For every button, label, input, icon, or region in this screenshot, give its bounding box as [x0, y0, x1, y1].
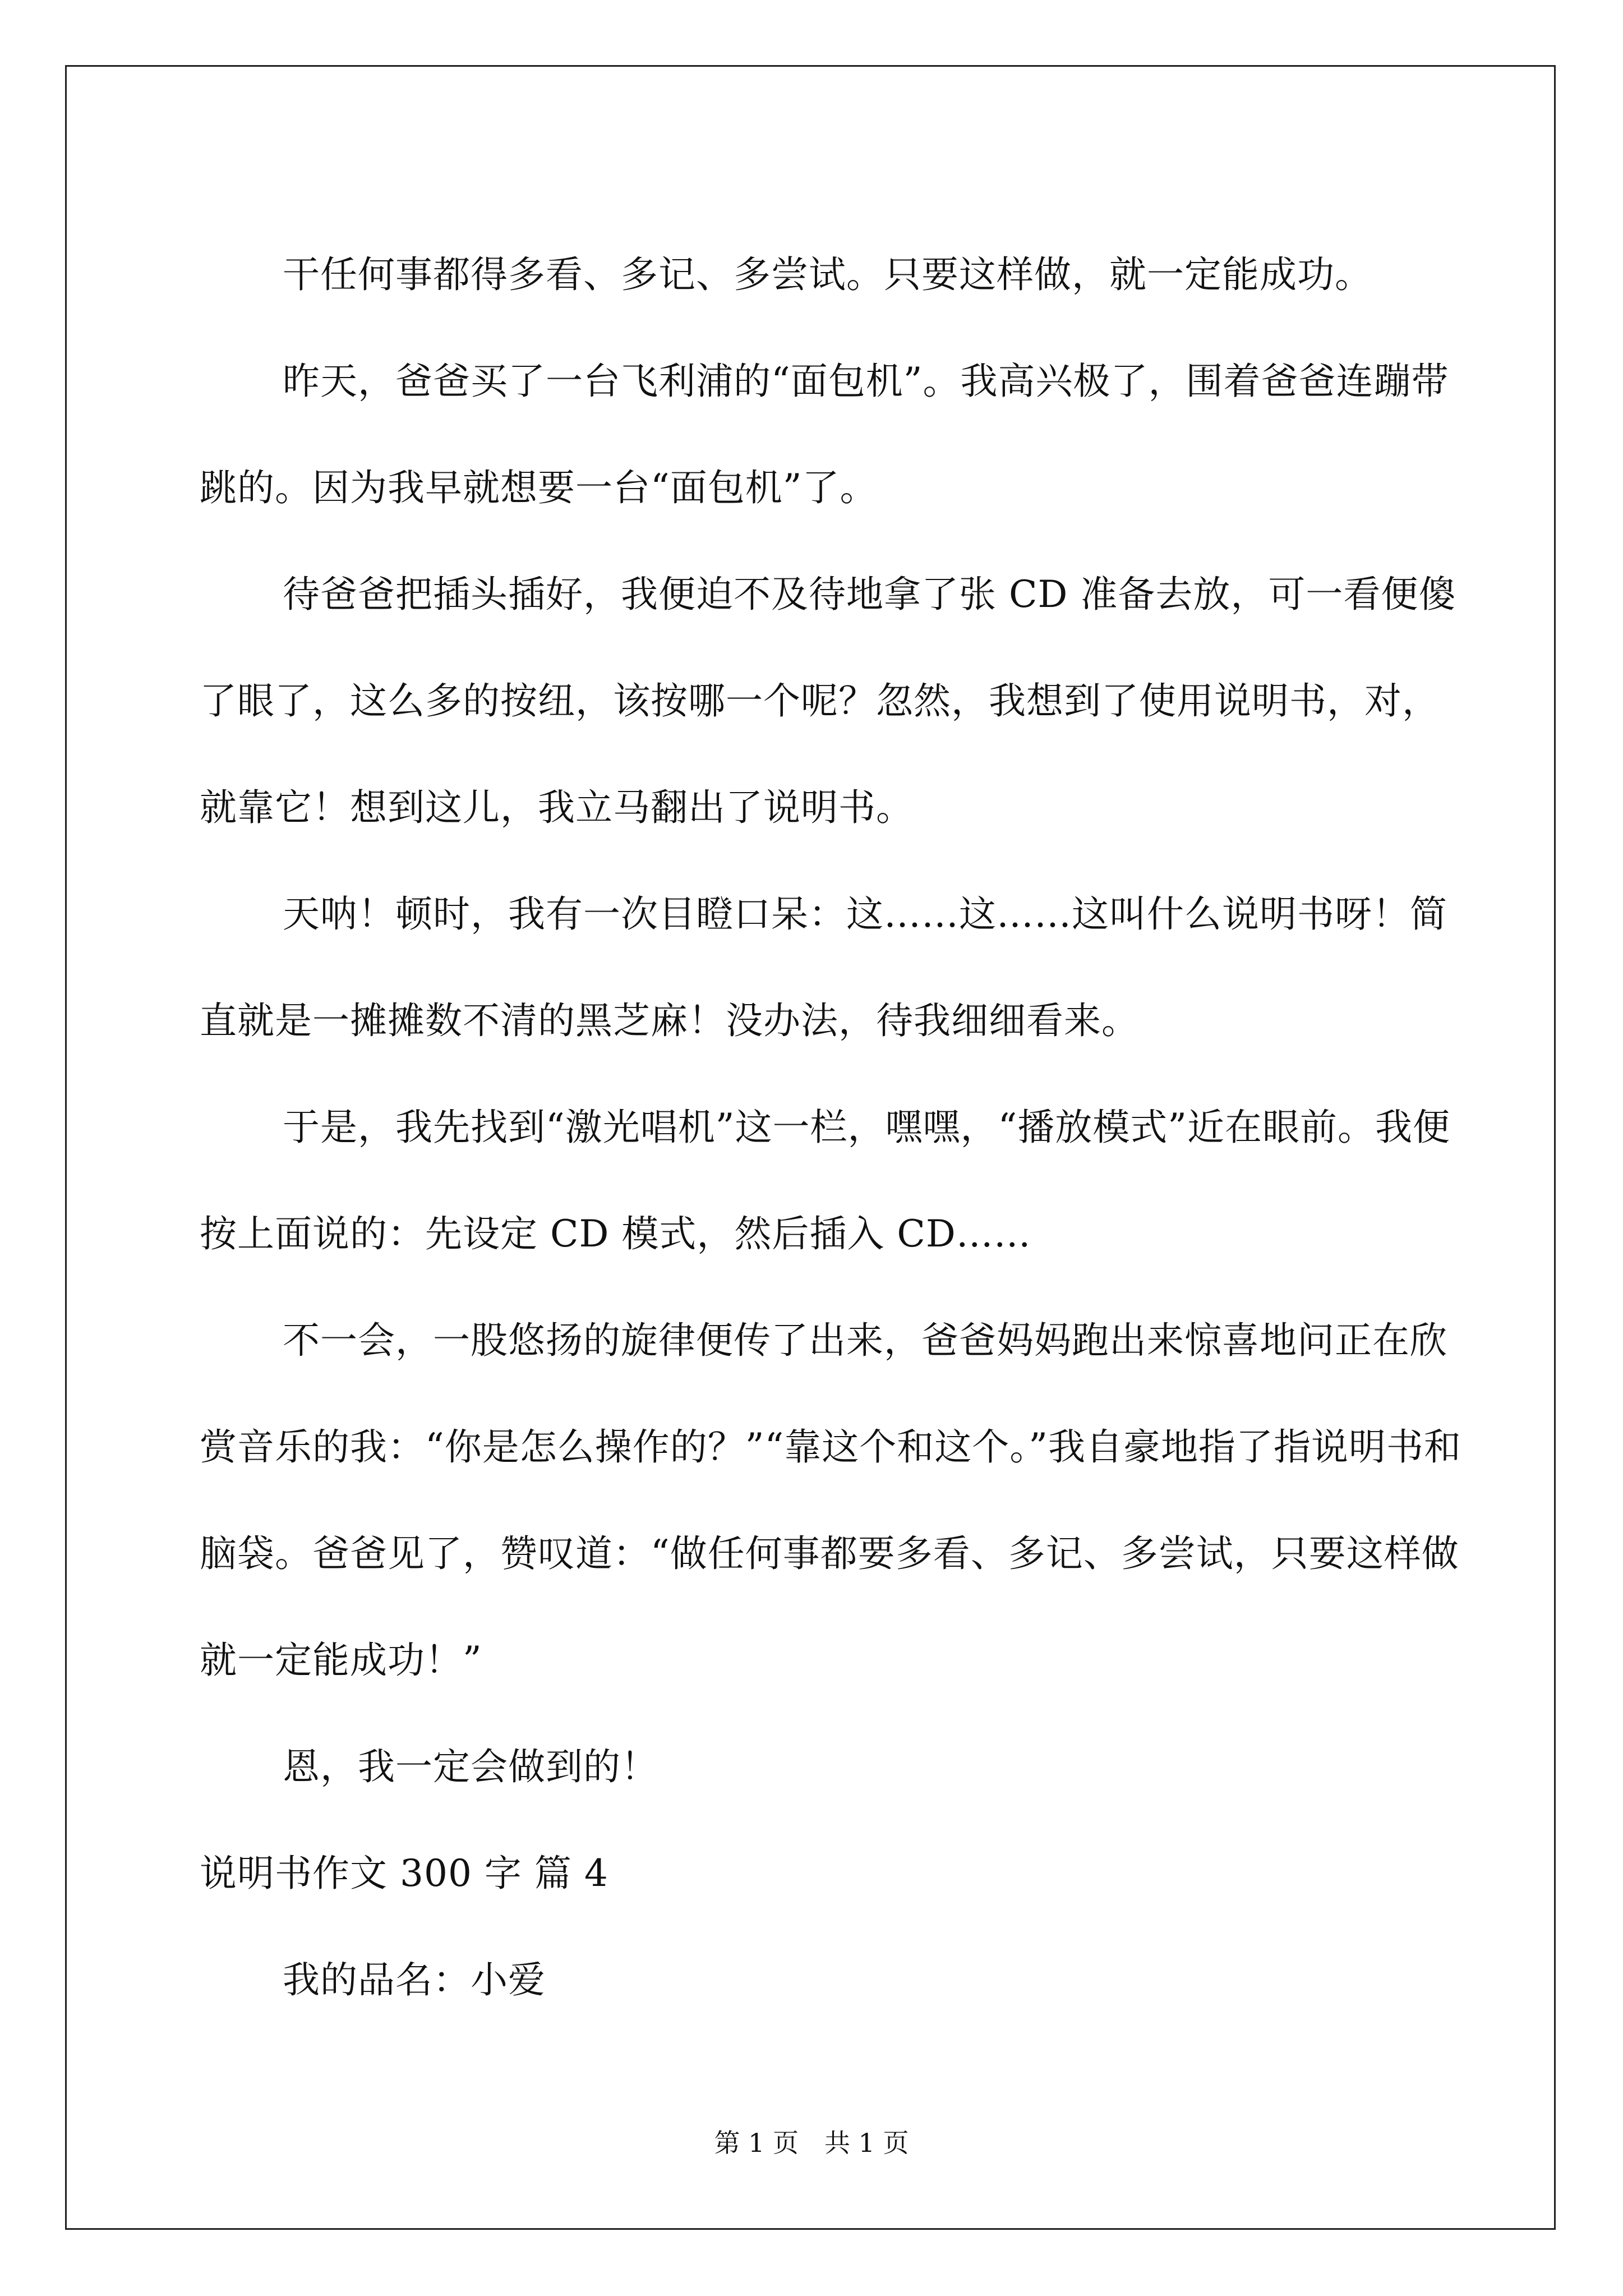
- paragraph-1: 干任何事都得多看、多记、多尝试。只要这样做，就一定能成功。: [283, 253, 1372, 296]
- paragraph-3: 待爸爸把插头插好，我便迫不及待地拿了张 CD 准备去放，可一看便傻了眼了，这么多的按纽，该按哪一个呢？忽然，我想到了使用说明书，对，就靠它！想到这儿，我立马翻出了说明书。: [200, 573, 1456, 829]
- paragraph-5: 于是，我先找到“激光唱机”这一栏，嘿嘿，“播放模式”近在眼前。我便按上面说的：先设定 CD 模式，然后插入 CD……: [200, 1106, 1450, 1255]
- section-heading: 说明书作文 300 字 篇 4: [200, 1852, 608, 1895]
- page-footer: 第 1 页 共 1 页: [714, 2128, 909, 2158]
- paragraph-4: 天呐！顿时，我有一次目瞪口呆：这……这……这叫什么说明书呀！简直就是一摊摊数不清的黑芝麻！没办法，待我细细看来。: [200, 892, 1447, 1042]
- paragraph-6: 不一会，一股悠扬的旋律便传了出来，爸爸妈妈跑出来惊喜地问正在欣赏音乐的我：“你是怎么操作的？”“靠这个和这个。”我自豪地指了指说明书和脑袋。爸爸见了，赞叹道：“做任何事都要多看、多记、多尝试，只要这样做就一定能成功！”: [200, 1319, 1461, 1682]
- paragraph-7: 恩，我一定会做到的！: [283, 1745, 658, 1788]
- document-body: [200, 222, 1461, 2033]
- paragraph-after-heading: 我的品名：小爱: [283, 1958, 546, 2001]
- paragraph-2: 昨天，爸爸买了一台飞利浦的“面包机”。我高兴极了，围着爸爸连蹦带跳的。因为我早就想要一台“面包机”了。: [200, 360, 1449, 509]
